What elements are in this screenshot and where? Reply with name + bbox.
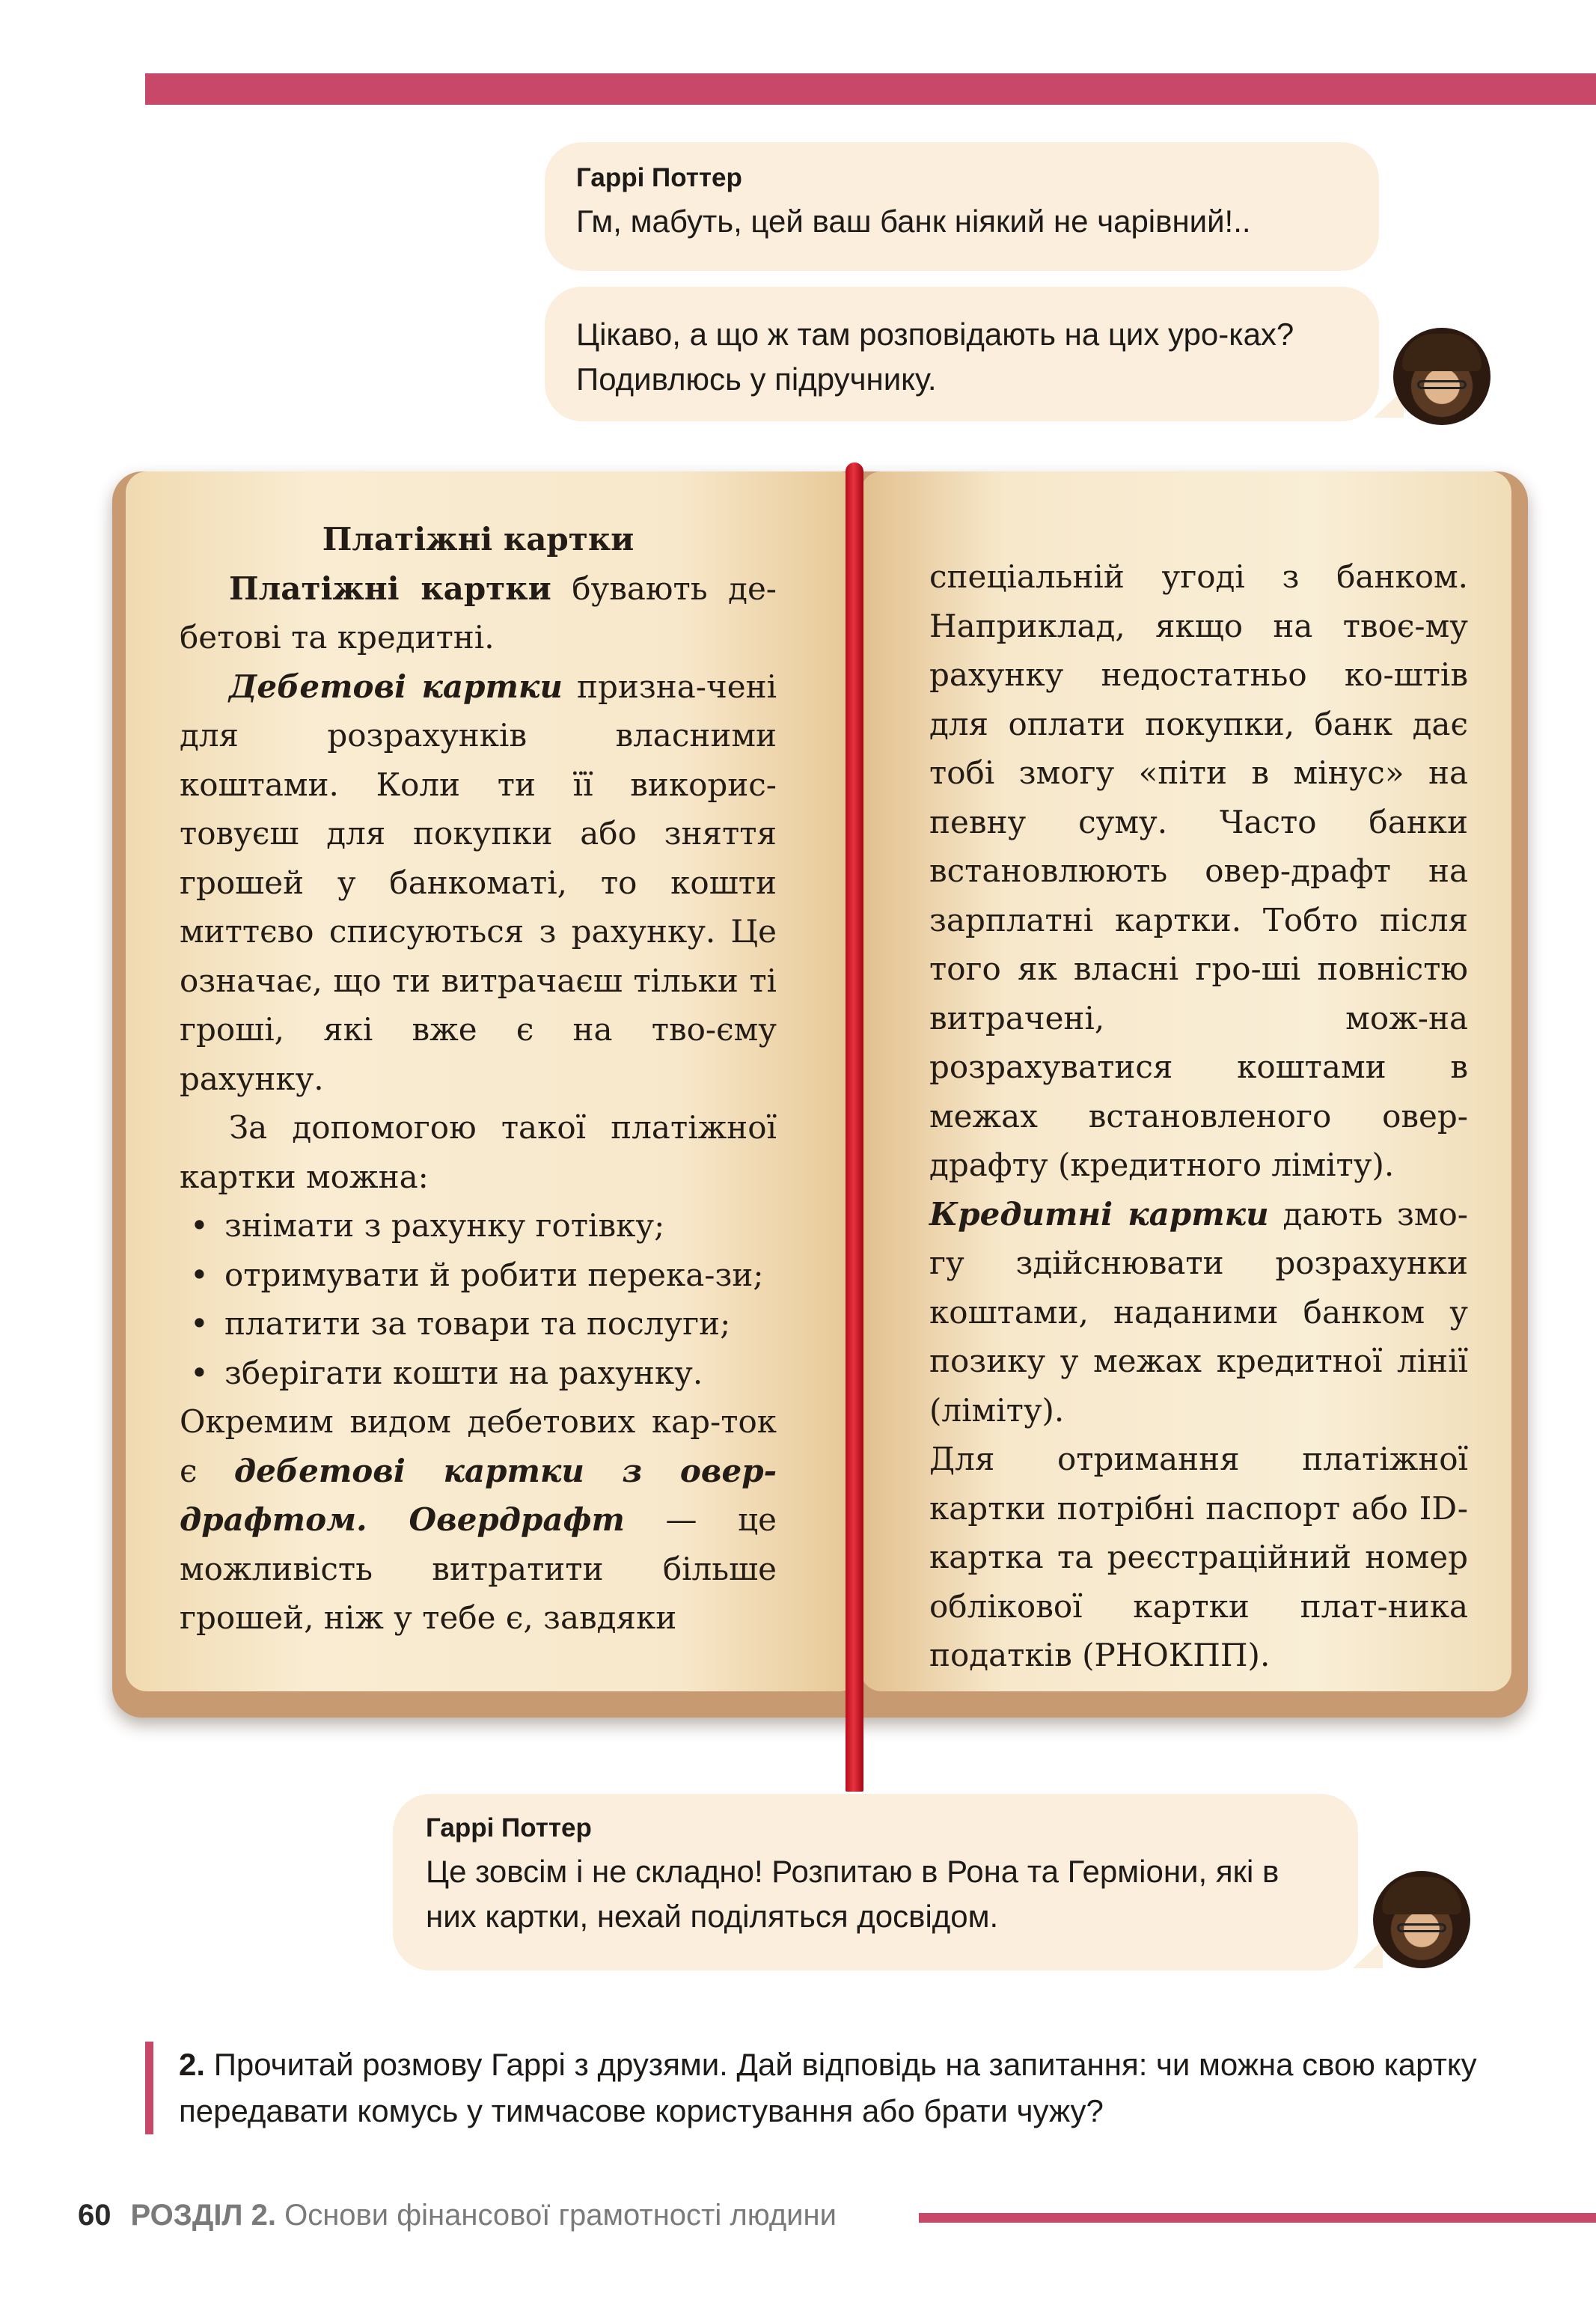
chat-message: Це зовсім і не складно! Розпитаю в Рона та Герміони, які в них картки, нехай поділяться досвідом. [426,1854,1279,1934]
page-footer [78,2196,837,2234]
requirements-paragraph: Для отримання платіжної картки потрібні паспорт або ID-картка та реєстраційний номер облікової картки плат-ника податків (РНОКПП). [929,1441,1468,1673]
harry-avatar [1373,1871,1470,1968]
list-intro: За допомогою такої платіжної картки можна: [180,1109,777,1195]
task-2 [145,2042,1522,2134]
chat-bubble-harry-1 [545,142,1379,271]
harry-avatar [1393,328,1490,425]
book-right-page [860,471,1511,1691]
bubble-tail [1353,1940,1383,1968]
task-text: Прочитай розмову Гаррі з друзями. Дай відповідь на запитання: чи можна свою картку передавати комусь у тимчасове користування або брати чужу? [179,2047,1477,2128]
chat-bubble-harry-3 [393,1794,1358,1970]
chat-message: Цікаво, а що ж там розповідають на цих уро-ках? Подивлюсь у підручнику. [576,317,1294,397]
footer-accent-line [919,2213,1596,2223]
section-title: Основи фінансової грамотності людини [275,2199,837,2232]
chat-message: Гм, мабуть, цей ваш банк ніякий не чарівний!.. [576,204,1251,239]
credit-term: Кредитні картки [929,1195,1269,1233]
task-number: 2. [179,2047,206,2082]
chat-bubble-harry-2 [545,287,1379,421]
overdraft-term: дебетові картки з овер-драфтом. Овердрафт [180,1452,777,1538]
bookmark-ribbon [846,462,863,1792]
overdraft-continuation: спеціальній угоді з банком. Наприклад, якщо на твоє-му рахунку недостатньо ко-штів для оплати покупки, банк дає тобі змогу «піти в мінус» на певну суму. Часто банки встановлюють овер-драфт на зарплатні картки. Тобто після того як власні гро-ші повністю витрачені, мож-на розрахуватися коштами в межах встановленого овер-драфту (кредитного ліміту). [929,558,1468,1183]
page-number: 60 [78,2199,111,2232]
debit-term: Дебетові картки [229,668,563,705]
credit-paragraph: Кредитні картки дають змо-гу здійснювати розрахунки коштами, наданими банком у позику у межах кредитної лінії (ліміту). [929,1195,1468,1429]
speaker-name: Гаррі Поттер [426,1813,592,1843]
book-left-page [126,471,860,1691]
debit-features-list [180,1201,777,1397]
list-item: • зберігати кошти на рахунку. [180,1349,777,1398]
list-item: • знімати з рахунку готівку; [180,1201,777,1251]
section-label: РОЗДІЛ 2. [130,2199,276,2232]
debit-paragraph: Дебетові картки призна-чені для розрахунків власними коштами. Коли ти її викорис-товуєш для покупки або зняття грошей у банкоматі, то кошти миттєво списуються з рахунку. Це означає, що ти витрачаєш тільки ті гроші, які вже є на тво-єму рахунку. [180,668,777,1097]
overdraft-paragraph: Окремим видом дебетових кар-ток є дебетові картки з овер-драфтом. Овердрафт — це можливість витратити більше грошей, ніж у тебе є, завдяки [180,1403,777,1636]
list-item: • платити за товари та послуги; [180,1299,777,1349]
top-accent-bar [145,73,1596,105]
book-title: Платіжні картки [322,521,635,558]
list-item: • отримувати й робити перека-зи; [180,1251,777,1300]
speaker-name: Гаррі Поттер [576,163,742,192]
intro-paragraph: Платіжні картки бувають де-бетові та кредитні. [180,570,777,656]
